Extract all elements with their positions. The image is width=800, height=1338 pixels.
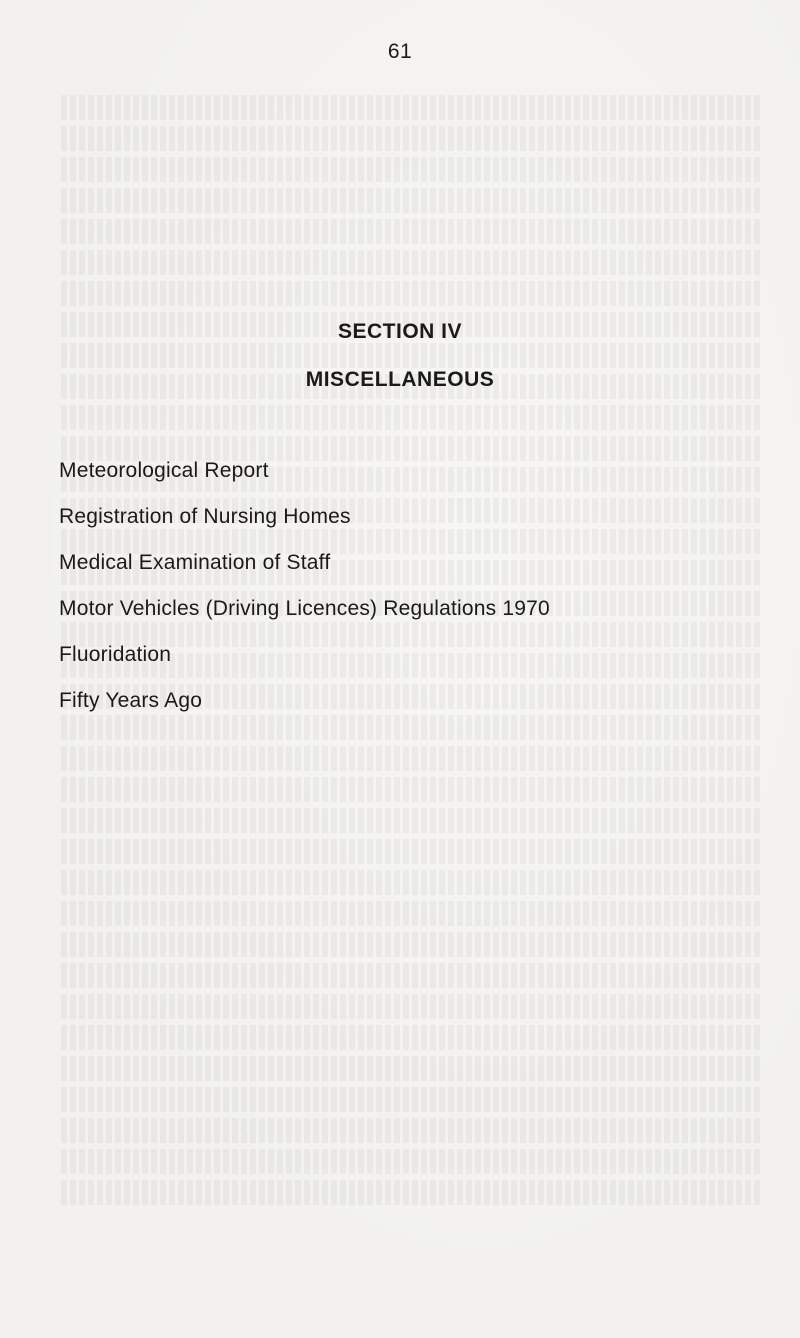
contents-item-meteorological-report: Meteorological Report (59, 459, 269, 482)
contents-item-medical-examination: Medical Examination of Staff (59, 551, 331, 574)
contents-item-fluoridation: Fluoridation (59, 643, 172, 666)
contents-item-motor-vehicles: Motor Vehicles (Driving Licences) Regulations 1970 (59, 597, 550, 620)
contents-list (59, 456, 759, 732)
section-title: SECTION IV (337, 320, 463, 343)
page-number: 61 (387, 40, 413, 63)
contents-item-nursing-homes: Registration of Nursing Homes (59, 505, 351, 528)
section-subtitle: MISCELLANEOUS (305, 368, 495, 391)
contents-item-fifty-years-ago: Fifty Years Ago (59, 689, 203, 712)
